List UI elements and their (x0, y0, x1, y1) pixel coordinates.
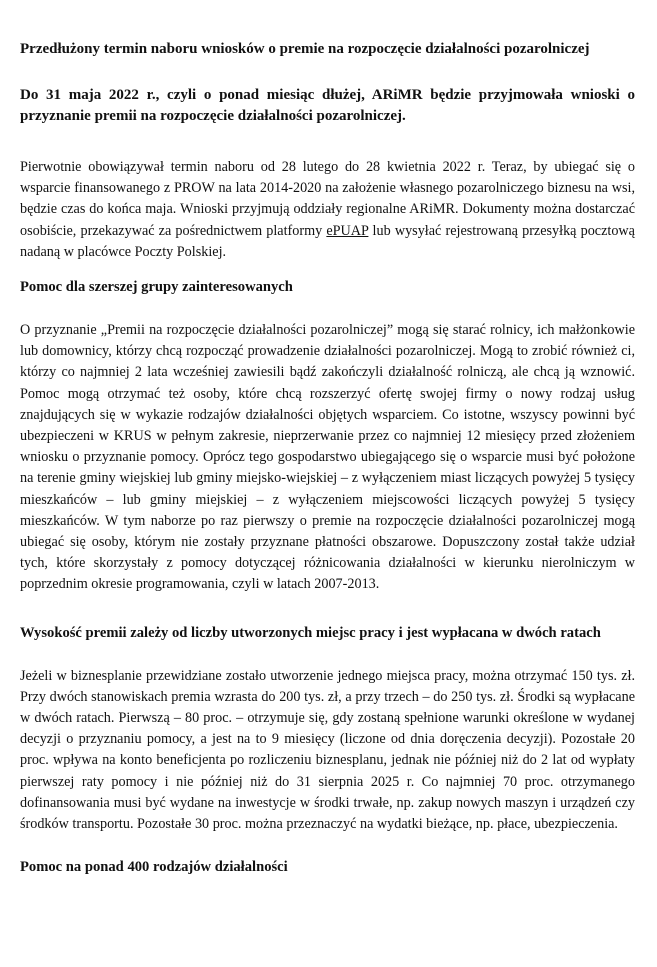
paragraph-premium-amount: Jeżeli w biznesplanie przewidziane zostało utworzenie jednego miejsca pracy, można otrzymać 150 tys. zł. Przy dwóch stanowiskach premia wzrasta do 200 tys. zł, a przy trzech – do 250 tys. zł. Środki są wypłacane w dwóch ratach. Pierwszą – 80 proc. – otrzymuje się, gdy zostaną spełnione warunki określone w wydanej decyzji o przyznaniu pomocy, a jest na to 9 miesięcy (liczone od dnia doręczenia decyzji). Pozostałe 20 proc. wpływa na konto beneficjenta po rozliczeniu biznesplanu, jednak nie później niż do 2 lat od wypłaty pierwszej raty pomocy i nie później niż do 31 sierpnia 2025 r. Co najmniej 70 proc. otrzymanego dofinansowania musi być wydane na inwestycje w środki trwałe, np. zakup nowych maszyn i urządzeń czy środków transportu. Pozostałe 30 proc. można przeznaczyć na wydatki bieżące, np. płace, ubezpieczenia. (20, 667, 635, 833)
epuap-link[interactable]: ePUAP (326, 222, 369, 239)
document-title: Przedłużony termin naboru wniosków o premie na rozpoczęcie działalności pozarolniczej (20, 41, 590, 57)
lead-paragraph: Do 31 maja 2022 r., czyli o ponad miesiąc dłużej, ARiMR będzie przyjmowała wnioski o przyznanie premii na rozpoczęcie działalności pozarolniczej. (20, 87, 635, 124)
paragraph-deadline-text-1: Pierwotnie obowiązywał termin naboru od 28 lutego do 28 kwietnia 2022 r. Teraz, by ubiegać się o wsparcie finansowanego z PROW na lata 2014-2020 na założenie własnego pozarolniczego biznesu na wsi, będzie czas do końca maja. Wnioski przyjmują oddziały regionalne ARiMR. Dokumenty można dostarczać osobiście, przekazywać za pośrednictwem platformy (20, 159, 635, 239)
paragraph-deadline (20, 157, 635, 263)
paragraph-eligibility: O przyznanie „Premii na rozpoczęcie działalności pozarolniczej” mogą się starać rolnicy, ich małżonkowie lub domownicy, którzy chcą rozpocząć prowadzenie działalności pozarolniczej. Mogą to zrobić również ci, którzy co najmniej 2 lata wcześniej zawiesili bądź zakończyli działalność rolniczą, ale chcą ją wznowić. Pomoc mogą otrzymać też osoby, które chcą rozszerzyć ofertę swojej firmy o nowy rodzaj usług znajdujących się w wykazie rodzajów działalności objętych wsparciem. Co istotne, wszyscy powinni być ubezpieczeni w KRUS w pełnym zakresie, nieprzerwanie przez co najmniej 12 miesięcy przed złożeniem wniosku o przyznanie pomocy. Oprócz tego gospodarstwo ubiegającego się o wsparcie musi być położone na terenie gminy wiejskiej lub gminy miejsko-wiejskiej – z wyłączeniem miast liczących powyżej 5 tysięcy mieszkańców – lub gminy miejskiej – z wyłączeniem miejscowości liczących powyżej 5 tysięcy mieszkańców. W tym naborze po raz pierwszy o premie na rozpoczęcie działalności pozarolniczej mogą ubiegać się osoby, którym nie zostały przyznane płatności obszarowe. Dopuszczony został także udział tych, które skorzystały z pomocy dotyczącej różnicowania działalności w kierunku nierolniczym w poprzednim okresie programowania, czyli w latach 2007-2013. (20, 322, 635, 593)
section-heading-business-types: Pomoc na ponad 400 rodzajów działalności (20, 859, 288, 876)
paragraph-deadline-text-2: lub wysyłać rejestrowaną przesyłką pocztową nadaną w placówce Poczty Polskiej. (20, 222, 635, 260)
section-heading-eligibility: Pomoc dla szerszej grupy zainteresowanych (20, 279, 293, 296)
section-heading-premium-amount: Wysokość premii zależy od liczby utworzonych miejsc pracy i jest wypłacana w dwóch ratach (20, 624, 601, 641)
